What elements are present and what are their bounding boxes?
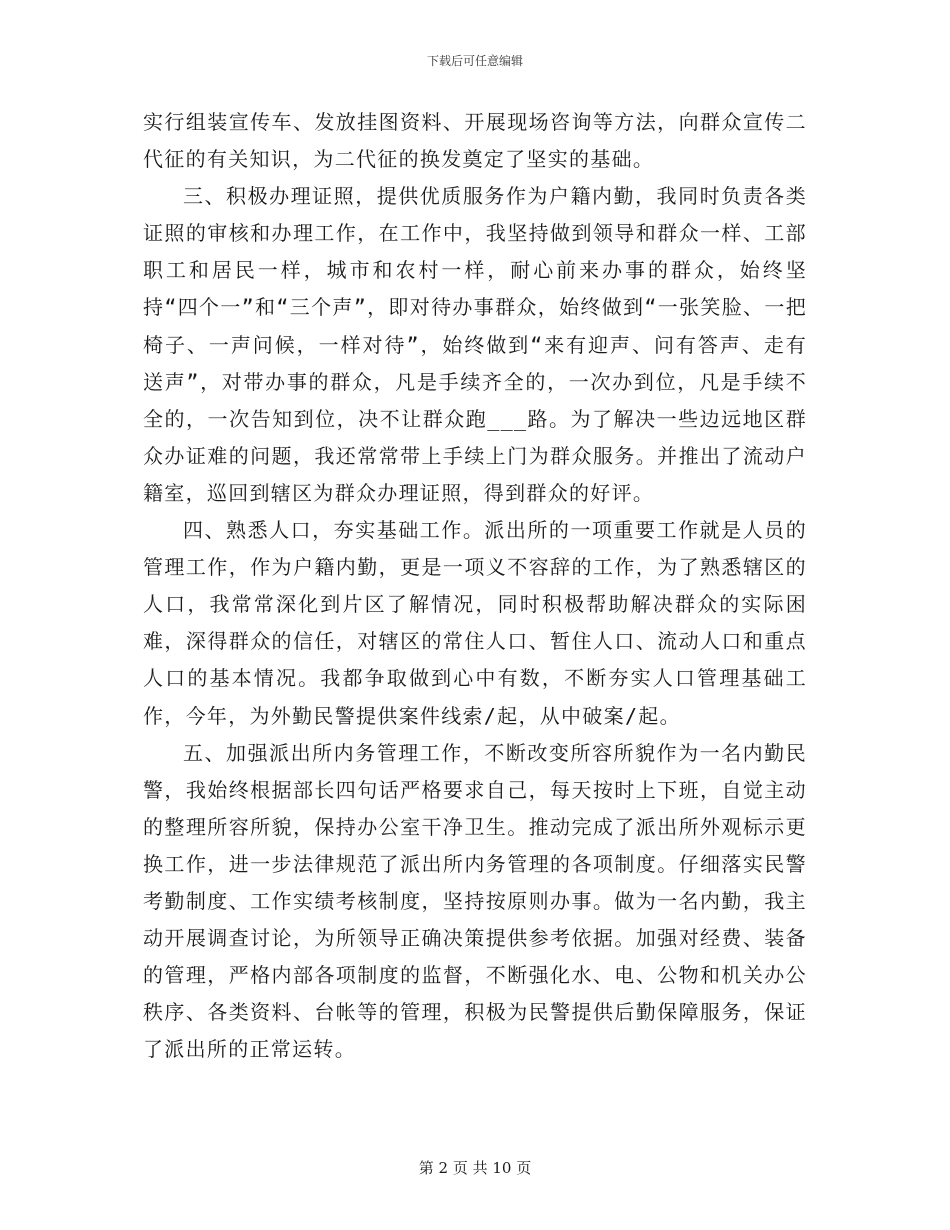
page-header (0, 52, 950, 70)
header-note: 下载后可任意编辑 (426, 54, 523, 68)
page-footer (0, 1158, 950, 1178)
page-number: 第 2 页 共 10 页 (418, 1159, 532, 1177)
paragraph-4: 五、加强派出所内务管理工作，不断改变所容所貌作为一名内勤民警，我始终根据部长四句话严格要求自己，每天按时上下班，自觉主动的整理所容所貌，保持办公室干净卫生。推动完成了派出所外观标示更换工作，进一步法律规范了派出所内务管理的各项制度。仔细落实民警考勤制度、工作实绩考核制度，坚持按原则办事。做为一名内勤，我主动开展调查讨论，为所领导正确决策提供参考依据。加强对经费、装备的管理，严格内部各项制度的监督，不断强化水、电、公物和机关办公秩序、各类资料、台帐等的管理，积极为民警提供后勤保障服务，保证了派出所的正常运转。 (143, 740, 807, 1062)
paragraph-3: 四、熟悉人口，夯实基础工作。派出所的一项重要工作就是人员的管理工作，作为户籍内勤，更是一项义不容辞的工作，为了熟悉辖区的人口，我常常深化到片区了解情况，同时积极帮助解决群众的实际困难，深得群众的信任，对辖区的常住人口、暂住人口、流动人口和重点人口的基本情况。我都争取做到心中有数，不断夯实人口管理基础工作，今年，为外勤民警提供案件线索/起，从中破案/起。 (143, 518, 807, 728)
document-body (143, 104, 807, 1068)
paragraph-2: 三、积极办理证照，提供优质服务作为户籍内勤，我同时负责各类证照的审核和办理工作，在工作中，我坚持做到领导和群众一样、工部职工和居民一样，城市和农村一样，耐心前来办事的群众，始终坚持“四个一”和“三个声”，即对待办事群众，始终做到“一张笑脸、一把椅子、一声问候，一样对待”，始终做到“来有迎声、问有答声、走有送声”，对带办事的群众，凡是手续齐全的，一次办到位，凡是手续不全的，一次告知到位，决不让群众跑___路。为了解决一些边远地区群众办证难的问题，我还常常带上手续上门为群众服务。并推出了流动户籍室，巡回到辖区为群众办理证照，得到群众的好评。 (143, 184, 807, 505)
paragraph-1: 实行组装宣传车、发放挂图资料、开展现场咨询等方法，向群众宣传二代征的有关知识，为二代征的换发奠定了坚实的基础。 (143, 110, 807, 172)
